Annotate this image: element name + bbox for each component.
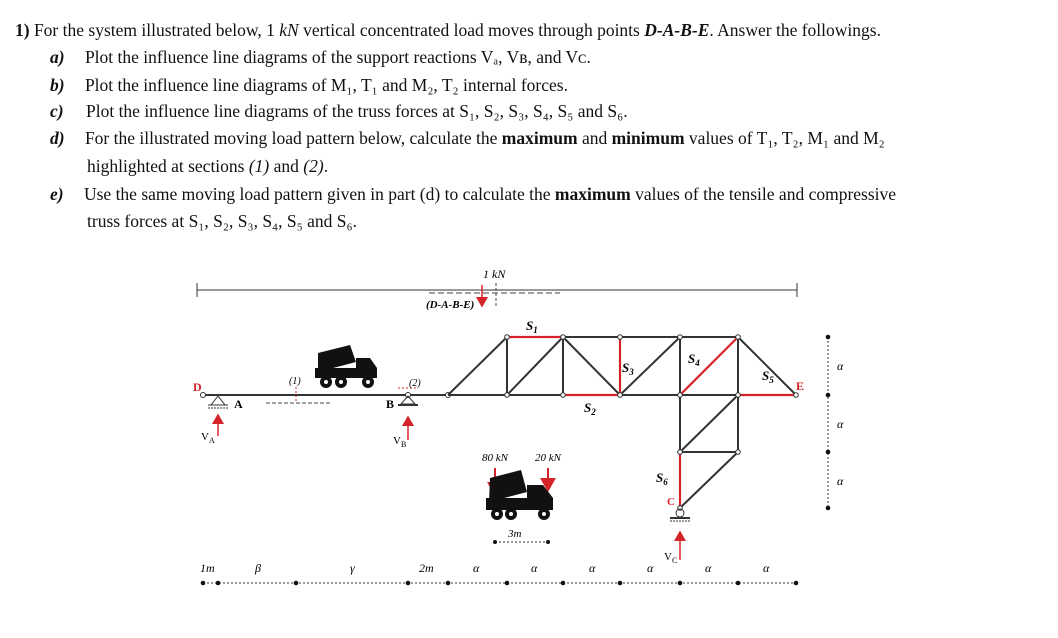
part-d-bold-min: minimum	[611, 128, 685, 148]
part-d-bold-max: maximum	[501, 128, 578, 148]
support-a	[208, 396, 228, 436]
support-c	[670, 509, 690, 560]
right-dimension-line	[826, 335, 831, 511]
intro-text-c: . Answer the followings.	[709, 20, 881, 40]
bottom-dim-alpha-1: α	[473, 561, 480, 575]
intro-unit: kN	[279, 20, 299, 40]
intro-text-a: For the system illustrated below, 1	[33, 20, 275, 40]
bottom-dim-alpha-6: α	[763, 561, 770, 575]
truck-icon-top	[315, 345, 377, 388]
part-b-text: Plot the influence line diagrams of M₁, T₁ and M₂, T₂ internal forces.	[84, 75, 568, 95]
load-label: 1 kN	[483, 267, 506, 281]
point-a-label: A	[234, 397, 243, 411]
intro-text-b: vertical concentrated load moves through points	[303, 20, 640, 40]
bottom-dimension-line	[201, 581, 799, 586]
right-dim-3: α	[837, 474, 844, 488]
bottom-dim-1m: 1m	[200, 561, 215, 575]
part-d-text-c: values of T₁, T₂, M₁ and M₂	[688, 128, 885, 148]
point-b-label: B	[386, 397, 395, 411]
part-e-label: e)	[50, 184, 64, 204]
part-d-line2-a: highlighted at sections	[87, 156, 245, 176]
part-a-label: a)	[50, 47, 65, 67]
truck-icon-bottom	[486, 468, 553, 520]
path-label: (D-A-B-E)	[426, 299, 475, 311]
bottom-dim-alpha-5: α	[705, 561, 712, 575]
part-e-line2: truss forces at S₁, S₂, S₃, S₄, S₅ and S₆.	[87, 211, 357, 231]
moving-load	[426, 267, 560, 311]
label-s6: $S_6$	[656, 470, 668, 487]
axle-spacing-dim	[493, 540, 550, 544]
part-d-line2-e: .	[323, 156, 329, 176]
bottom-dim-alpha-2: α	[531, 561, 538, 575]
part-e-text-b: values of the tensile and compressive	[635, 184, 897, 204]
bottom-dim-beta: β	[255, 561, 261, 575]
bottom-dim-2m: 2m	[419, 561, 434, 575]
bottom-dim-gamma: γ	[350, 561, 355, 575]
part-c-label: c)	[50, 101, 64, 121]
part-d-line2-c: and	[273, 156, 299, 176]
point-c-label: C	[667, 496, 675, 508]
bottom-dim-alpha-3: α	[589, 561, 596, 575]
axle-load-rear: 20 kN	[535, 452, 561, 464]
member-s4	[680, 337, 738, 395]
point-d-label: D	[193, 380, 202, 394]
top-dimension-line	[197, 283, 797, 297]
label-s3: $S_3$	[622, 360, 634, 377]
section-2-label: (2)	[409, 378, 421, 389]
part-e-bold-max: maximum	[554, 184, 631, 204]
part-c-text: Plot the influence line diagrams of the truss forces at S₁, S₂, S₃, S₄, S₅ and S₆.	[85, 101, 628, 121]
intro-path: D-A-B-E	[644, 20, 710, 40]
reaction-vc: $V_C$	[664, 551, 678, 565]
part-d-section2: (2)	[303, 156, 324, 176]
reaction-vb: $V_B$	[393, 435, 407, 449]
section-1-label: (1)	[289, 376, 301, 387]
point-e-label: E	[796, 379, 805, 393]
part-a-text: Plot the influence line diagrams of the support reactions Vₐ, Vʙ, and Vᴄ.	[84, 47, 591, 67]
part-d-label: d)	[50, 128, 65, 148]
label-s1: $S_1$	[526, 318, 538, 335]
axle-load-front: 80 kN	[482, 452, 508, 464]
part-d-text-a: For the illustrated moving load pattern below, calculate the	[84, 128, 498, 148]
axle-spacing-label: 3m	[508, 528, 522, 540]
right-dim-2: α	[837, 417, 844, 431]
problem-number: 1)	[15, 20, 30, 40]
right-dim-1: α	[837, 359, 844, 373]
label-s4: $S_4$	[688, 351, 700, 368]
part-d-section1: (1)	[248, 156, 270, 176]
support-b	[398, 396, 418, 440]
part-b-label: b)	[50, 75, 65, 95]
label-s2: $S_2$	[584, 400, 596, 417]
part-e-text-a: Use the same moving load pattern given in part (d) to calculate the	[83, 184, 551, 204]
label-s5: $S_5$	[762, 368, 774, 385]
reaction-va: $V_A$	[201, 431, 215, 445]
part-d-text-b: and	[581, 128, 608, 148]
highlighted-members	[507, 337, 796, 508]
bottom-dim-alpha-4: α	[647, 561, 654, 575]
